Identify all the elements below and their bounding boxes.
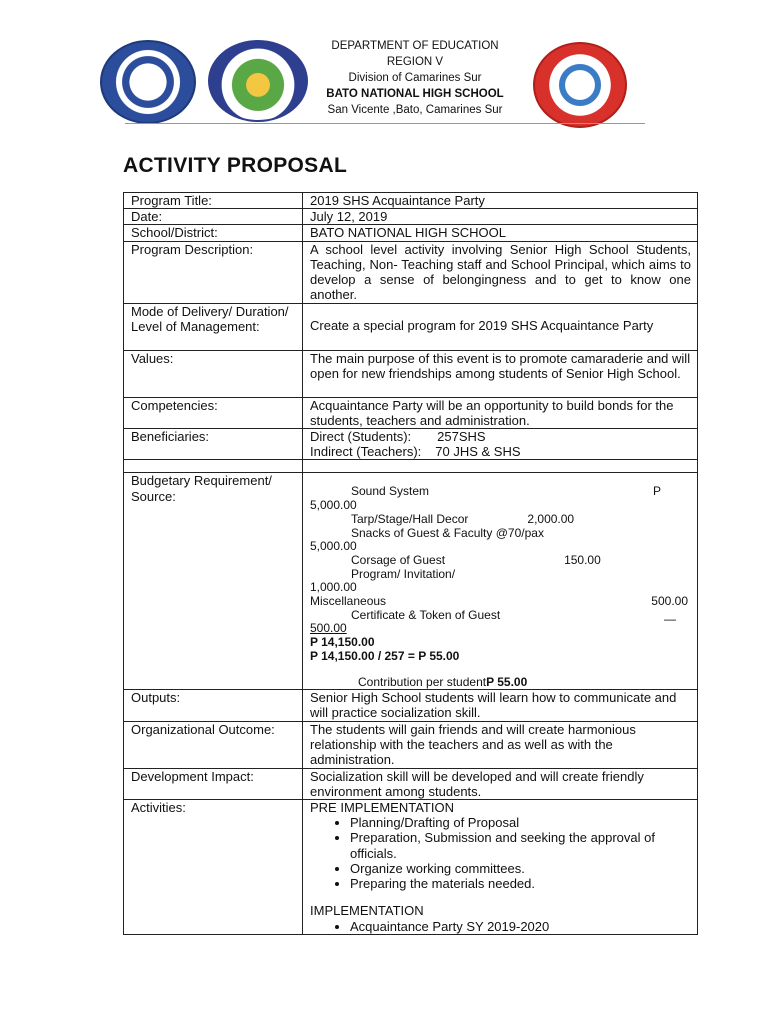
pre-implementation-list [310, 815, 691, 891]
value-beneficiaries [303, 429, 698, 460]
row-mode [124, 303, 698, 350]
row-dev-impact [124, 768, 698, 799]
row-values [124, 350, 698, 397]
list-item: • Acquaintance Party SY 2019-2020 [350, 919, 691, 934]
row-competencies [124, 397, 698, 428]
label-org-outcome: Organizational Outcome: [124, 721, 303, 768]
header-line-1: DEPARTMENT OF EDUCATION [331, 40, 499, 52]
label-beneficiaries: Beneficiaries: [124, 429, 303, 460]
budget-item [310, 485, 691, 499]
value-program-title: 2019 SHS Acquaintance Party [303, 193, 698, 209]
spacer-value-cell [303, 460, 698, 473]
budget-item-amount: 2,000.00 [527, 511, 575, 526]
activities-gap [310, 891, 691, 903]
beneficiaries-indirect [310, 444, 691, 459]
budget-item [310, 607, 691, 626]
pre-implementation-heading: PRE IMPLEMENTATION [310, 800, 454, 816]
label-values: Values: [124, 350, 303, 397]
beneficiaries-direct [310, 429, 691, 444]
label-competencies: Competencies: [124, 397, 303, 428]
label-dev-impact: Development Impact: [124, 768, 303, 799]
budget-item: Program/ Invitation/ [351, 566, 456, 581]
header-line-3: Division of Camarines Sur [348, 72, 482, 84]
row-beneficiaries [124, 429, 698, 460]
label-description: Program Description: [124, 241, 303, 303]
label-mode: Mode of Delivery/ Duration/ Level of Management: [124, 303, 303, 350]
budget-item-name: Corsage of Guest [351, 552, 446, 567]
proposal-table [123, 192, 698, 935]
label-budget: Budgetary Requirement/ Source: [124, 473, 303, 690]
letterhead [0, 0, 768, 125]
row-spacer [124, 460, 698, 473]
value-activities [303, 800, 698, 935]
value-mode-text: Create a special program for 2019 SHS Acquaintance Party [310, 317, 654, 333]
budget-item-name: Certificate & Token of Guest [351, 607, 501, 622]
budget-item-amount: P [652, 484, 661, 499]
value-description: A school level activity involving Senior High School Students, Teaching, Non- Teaching staff and School Principal, which aims to develop a sense of belongingness and to get to know one another. [303, 241, 698, 303]
row-date [124, 209, 698, 225]
spacer-label-cell [124, 460, 303, 473]
value-outputs: Senior High School students will learn how to communicate and will practice socialization skill. [303, 690, 698, 721]
row-program-title [124, 193, 698, 209]
value-dev-impact: Socialization skill will be developed and will create friendly environment among students. [303, 768, 698, 799]
row-budget [124, 473, 698, 690]
label-date: Date: [124, 209, 303, 225]
row-activities [124, 800, 698, 935]
contribution-value: P 55.00 [486, 674, 528, 689]
label-program-title: Program Title: [124, 193, 303, 209]
budget-item-amount-line: 1,000.00 [310, 580, 357, 595]
value-mode [303, 303, 698, 350]
label-school: School/District: [124, 225, 303, 241]
budget-total: P 14,150.00 [310, 635, 375, 650]
page-title: ACTIVITY PROPOSAL [123, 154, 348, 177]
budget-item: Snacks of Guest & Faculty @70/pax [351, 525, 544, 540]
implementation-heading: IMPLEMENTATION [310, 903, 424, 919]
indirect-label: Indirect (Teachers): [310, 444, 422, 460]
indirect-value: 70 JHS & SHS [435, 444, 521, 460]
value-date: July 12, 2019 [303, 209, 698, 225]
header-divider [125, 123, 645, 124]
list-item: • Preparation, Submission and seeking the approval of officials. [350, 830, 691, 860]
direct-label: Direct (Students): [310, 429, 412, 445]
letterhead-text [300, 38, 530, 118]
deped-seal-icon [100, 40, 196, 124]
division-office-seal-icon [208, 40, 308, 122]
row-outputs [124, 690, 698, 721]
header-line-4: BATO NATIONAL HIGH SCHOOL [326, 88, 504, 100]
budget-item-amount: 150.00 [564, 552, 601, 567]
budget-item-mark: — [664, 611, 676, 626]
contribution-label: Contribution per student [358, 674, 487, 689]
budget-item-amount-line: 500.00 [310, 621, 347, 636]
value-org-outcome: The students will gain friends and will create harmonious relationship with the teachers and as well as with the administration. [303, 721, 698, 768]
value-budget [303, 473, 698, 690]
list-item: • Organize working committees. [350, 861, 691, 876]
budget-item-name: Tarp/Stage/Hall Decor [351, 511, 469, 526]
budget-computation: P 14,150.00 / 257 = P 55.00 [310, 648, 460, 663]
budget-item-amount-line: 5,000.00 [310, 539, 357, 554]
header-line-5: San Vicente ,Bato, Camarines Sur [327, 104, 503, 116]
value-competencies: Acquaintance Party will be an opportunity to build bonds for the students, teachers and administration. [303, 397, 698, 428]
header-line-2: REGION V [386, 56, 444, 68]
implementation-list [310, 919, 691, 934]
value-school: BATO NATIONAL HIGH SCHOOL [303, 225, 698, 241]
row-org-outcome [124, 721, 698, 768]
row-description [124, 241, 698, 303]
label-activities: Activities: [124, 800, 303, 935]
list-item: • Planning/Drafting of Proposal [350, 815, 691, 830]
direct-value: 257SHS [437, 429, 486, 445]
label-outputs: Outputs: [124, 690, 303, 721]
value-values: The main purpose of this event is to promote camaraderie and will open for new friendships among students of Senior High School. [303, 350, 698, 397]
budget-item-amount: 500.00 [651, 594, 688, 609]
list-item: • Preparing the materials needed. [350, 876, 691, 891]
budget-contribution [310, 676, 691, 690]
budget-item [310, 554, 691, 568]
budget-item-name: Miscellaneous [310, 594, 387, 609]
budget-item-name: Sound System [351, 484, 430, 499]
budget-item [310, 513, 691, 527]
row-school [124, 225, 698, 241]
budget-item-amount-line: 5,000.00 [310, 498, 357, 513]
school-seal-icon [533, 42, 627, 128]
budget-item [310, 595, 691, 609]
